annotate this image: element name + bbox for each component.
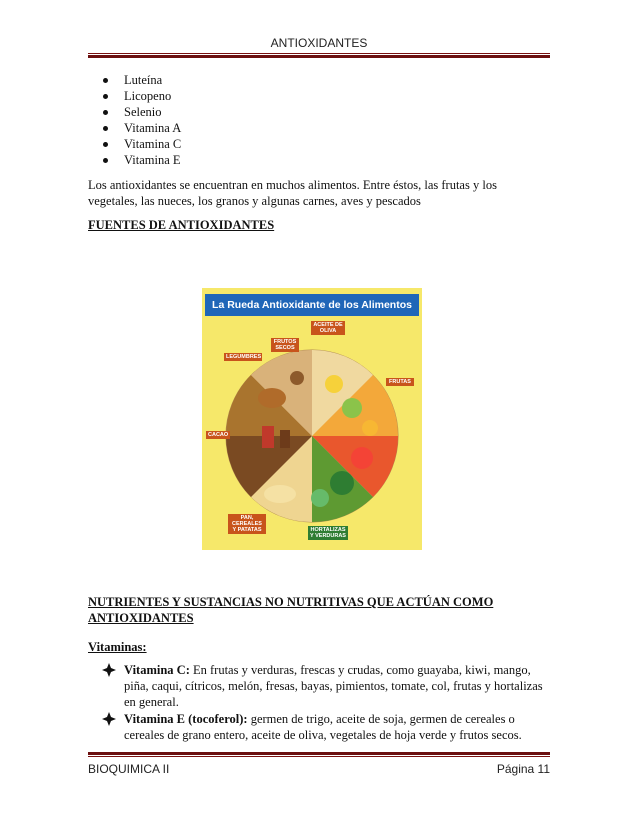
intro-paragraph: Los antioxidantes se encuentran en muchos alimentos. Entre éstos, las frutas y los vegetales, las nueces, los granos y algunas carnes, aves y pescados	[88, 178, 497, 208]
list-item: Vitamina E	[100, 152, 181, 168]
label-pan: PAN, CEREALES Y PATATAS	[228, 514, 266, 534]
section-heading-nutrientes: NUTRIENTES Y SUSTANCIAS NO NUTRITIVAS QUE ACTÚAN COMO ANTIOXIDANTES	[88, 595, 494, 625]
vitamin-text: En frutas y verduras, frescas y crudas, como guayaba, kiwi, mango, piña, caqui, cítricos, melón, fresas, bayas, pimientos, tomate, col, frutas y hortalizas en general.	[124, 663, 543, 709]
page-number: Página 11	[496, 762, 550, 776]
antioxidant-list	[100, 72, 181, 168]
page-header-title: ANTIOXIDANTES	[270, 36, 368, 50]
food-wheel-figure	[202, 288, 422, 550]
label-cacao: CACAO	[208, 432, 229, 438]
figure-title: La Rueda Antioxidante de los Alimentos	[205, 294, 419, 316]
label-hortalizas: HORTALIZAS Y VERDURAS	[308, 526, 348, 540]
list-item: Vitamina C	[100, 136, 181, 152]
section-heading-vitaminas: Vitaminas:	[88, 640, 147, 654]
label-frutos: FRUTOS SECOS	[271, 338, 299, 352]
section-heading-fuentes: FUENTES DE ANTIOXIDANTES	[88, 218, 275, 232]
list-item	[102, 662, 550, 710]
vitamin-name: Vitamina C:	[124, 663, 190, 677]
diamond-bullet-icon	[102, 663, 116, 677]
list-item: Luteína	[100, 72, 181, 88]
vitamin-name: Vitamina E (tocoferol):	[124, 712, 248, 726]
header-rule	[88, 53, 550, 58]
footer-rule	[88, 752, 550, 757]
list-item	[102, 711, 550, 743]
label-frutas: FRUTAS	[386, 378, 414, 386]
list-item: Vitamina A	[100, 120, 181, 136]
vitamin-text: germen de trigo, aceite de soja, germen de cereales o cereales de grano entero, aceite de oliva, vegetales de hoja verde y frutos secos.	[124, 712, 522, 742]
list-item: Selenio	[100, 104, 181, 120]
list-item: Licopeno	[100, 88, 181, 104]
diamond-bullet-icon	[102, 712, 116, 726]
footer-left: BIOQUIMICA II	[88, 762, 170, 776]
vitamins-list	[102, 662, 550, 744]
label-legumbres: LEGUMBRES	[226, 354, 262, 360]
page-footer	[88, 762, 550, 776]
label-aceite: ACEITE DE OLIVA	[311, 321, 345, 335]
